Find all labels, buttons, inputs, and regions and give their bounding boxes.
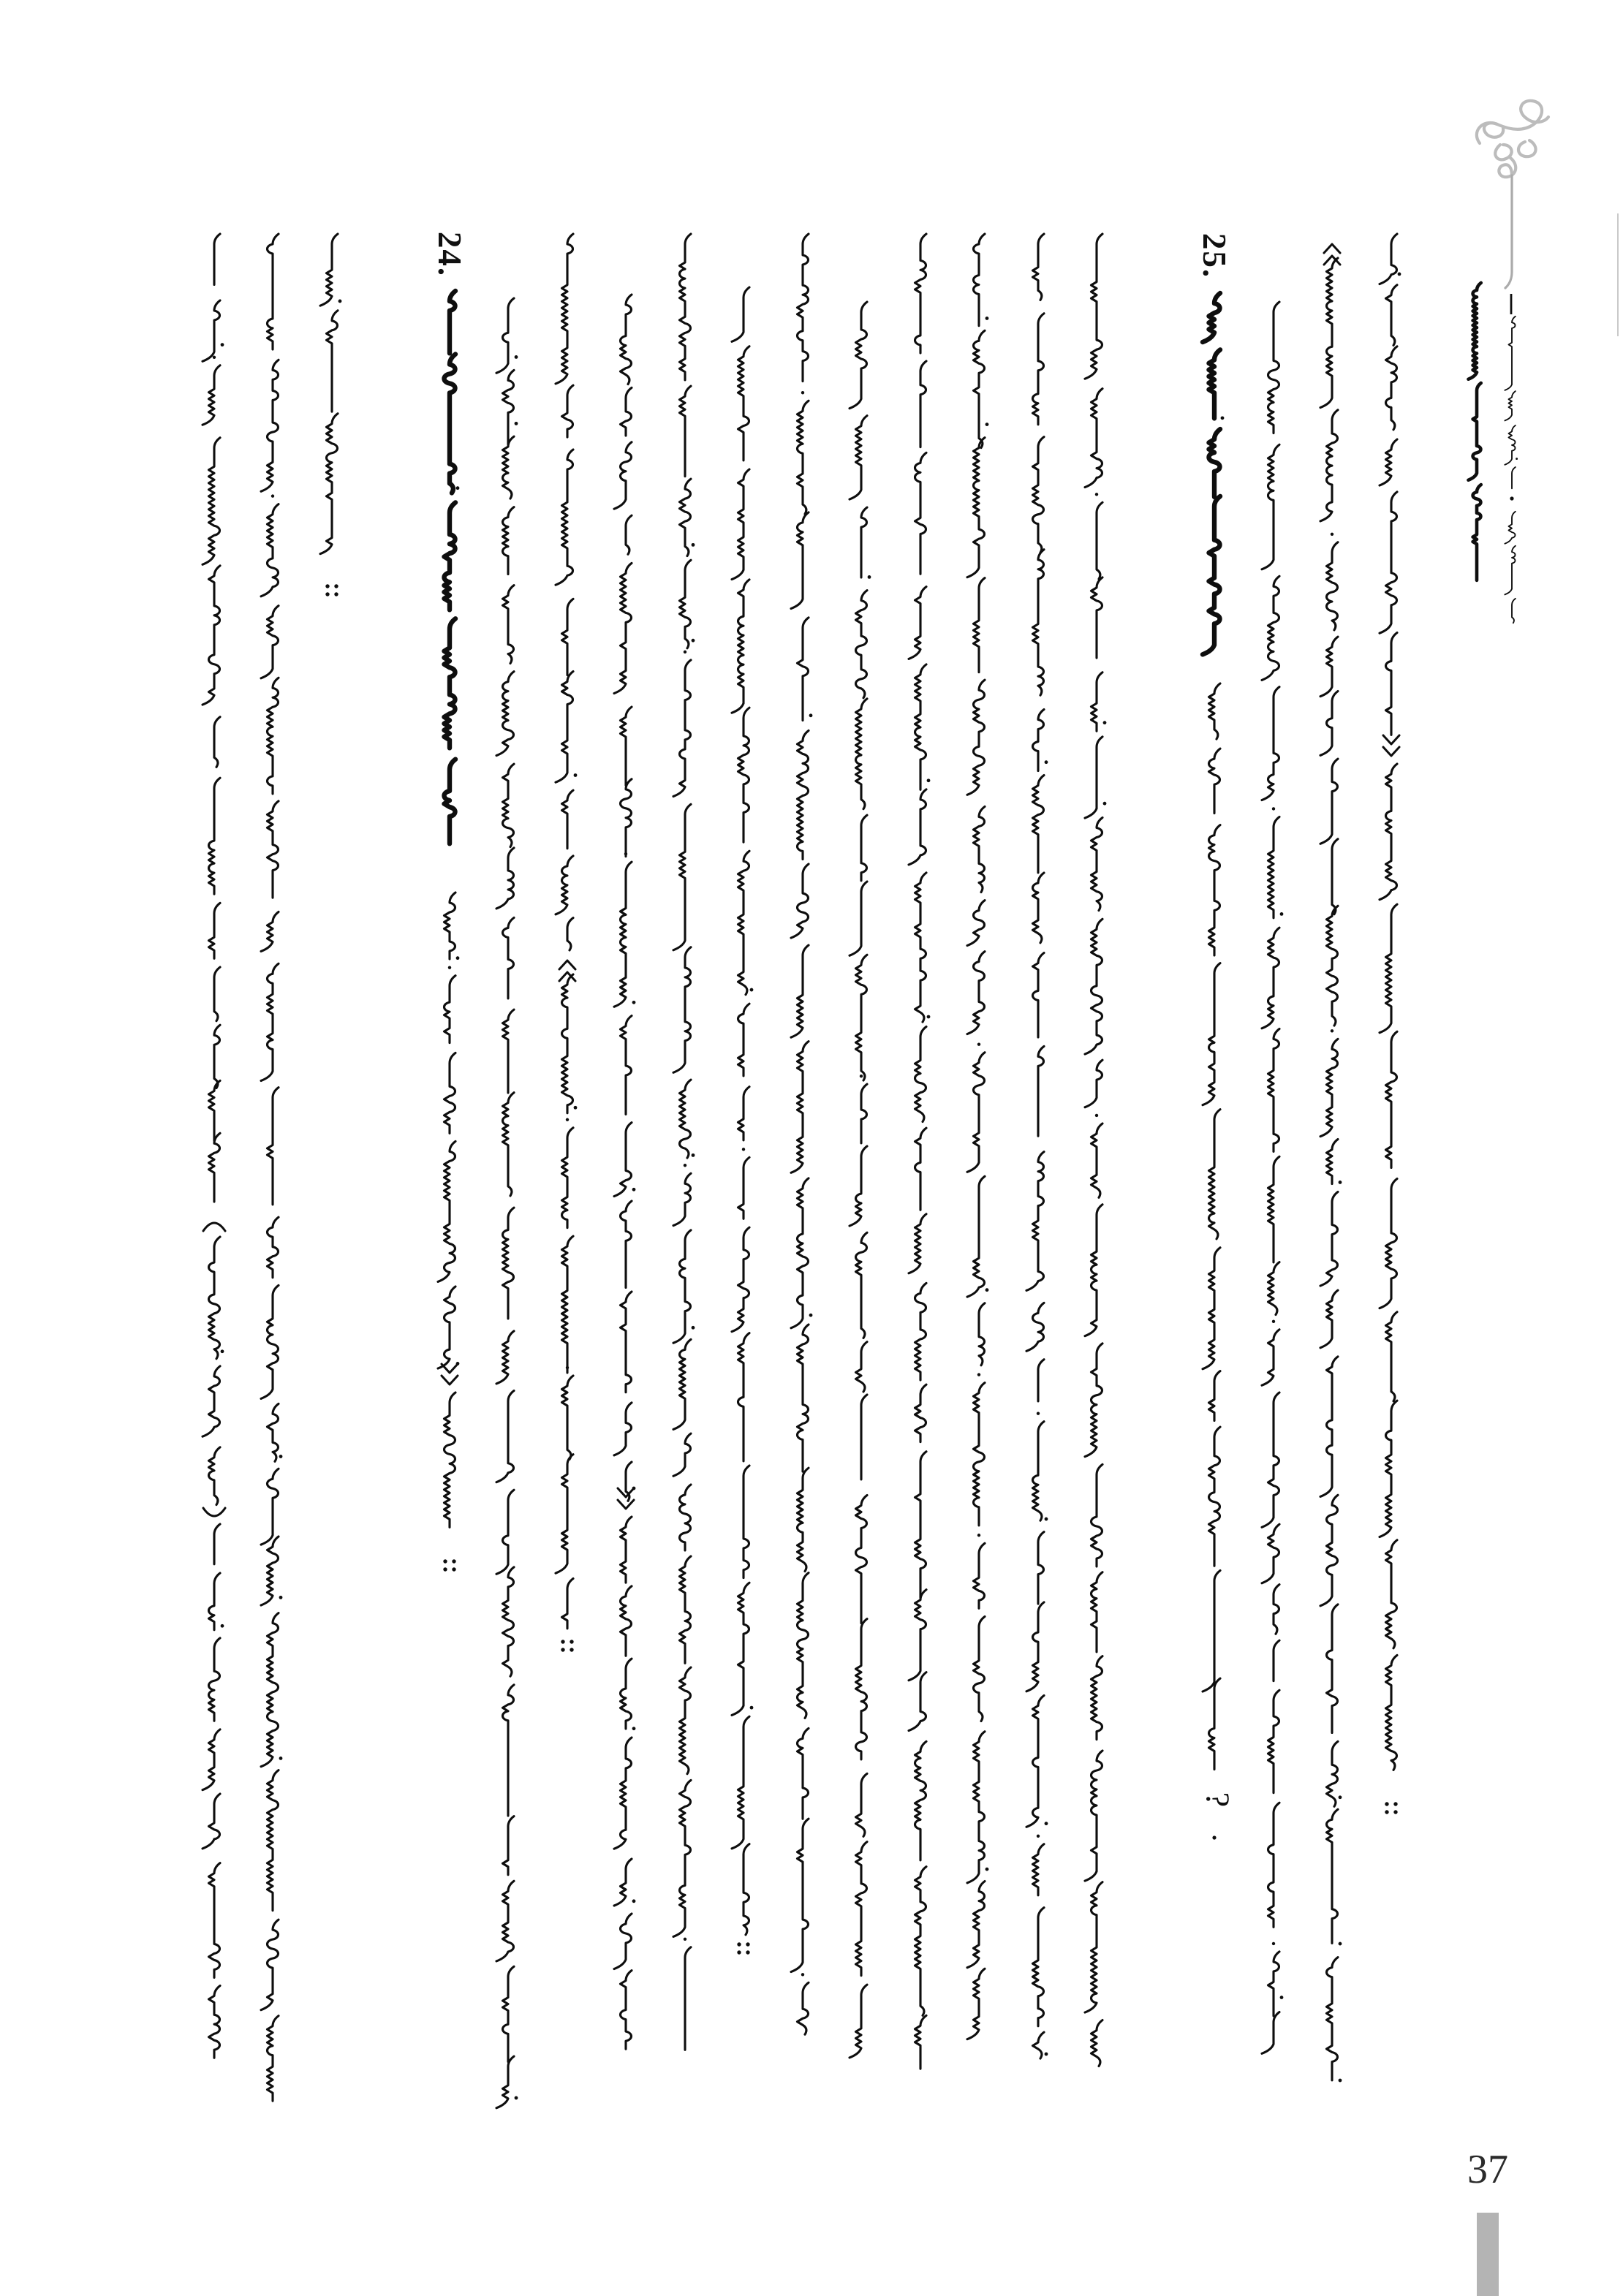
mongolian-text-column bbox=[556, 234, 577, 1652]
mongolian-text-column bbox=[614, 295, 635, 2049]
mongolian-text-column bbox=[967, 234, 988, 2039]
quote-close-mark bbox=[1383, 747, 1399, 756]
mongolian-text-column bbox=[1262, 302, 1283, 2053]
mongolian-text-column bbox=[673, 234, 695, 2050]
mongolian-text-column bbox=[850, 302, 871, 2058]
book-title-column bbox=[1505, 317, 1518, 623]
page-number: 37 bbox=[1467, 2147, 1508, 2192]
mongolian-text-column bbox=[203, 234, 225, 2058]
mongolian-text-column bbox=[909, 234, 930, 2069]
mongolian-text-column bbox=[320, 234, 341, 596]
quote-close-mark bbox=[1383, 735, 1399, 744]
section-title-column bbox=[1468, 283, 1480, 580]
mongolian-text-column bbox=[438, 291, 459, 1572]
mongolian-text-column bbox=[1026, 234, 1048, 2058]
mongolian-text-column bbox=[496, 298, 518, 2108]
header-rule bbox=[1505, 175, 1512, 288]
mongolian-text-column bbox=[1320, 244, 1342, 2082]
paren-close-mark bbox=[203, 1508, 225, 1516]
page-edge-bar bbox=[1477, 2213, 1499, 2296]
paragraph-number: 25. bbox=[1196, 232, 1233, 279]
header-scroll-ornament-icon bbox=[1477, 101, 1548, 177]
scan-artifact-line bbox=[1617, 213, 1619, 336]
quote-close-mark bbox=[442, 1376, 458, 1384]
quote-open-mark bbox=[559, 961, 575, 969]
mongolian-text-column bbox=[791, 234, 812, 2034]
quote-close-mark bbox=[618, 1500, 634, 1509]
mongolian-text-column bbox=[732, 287, 753, 1955]
mongolian-text-column bbox=[1199, 293, 1236, 1840]
mongolian-text-column bbox=[1380, 234, 1401, 1814]
mongolian-text-column bbox=[261, 234, 282, 2101]
question-mark: ? bbox=[1199, 1792, 1237, 1808]
quote-close-mark bbox=[442, 1364, 458, 1373]
paragraph-number: 24. bbox=[431, 231, 468, 278]
mongolian-text-column bbox=[1085, 234, 1106, 2066]
paren-open-mark bbox=[203, 1223, 225, 1231]
quote-open-mark bbox=[1324, 244, 1340, 253]
